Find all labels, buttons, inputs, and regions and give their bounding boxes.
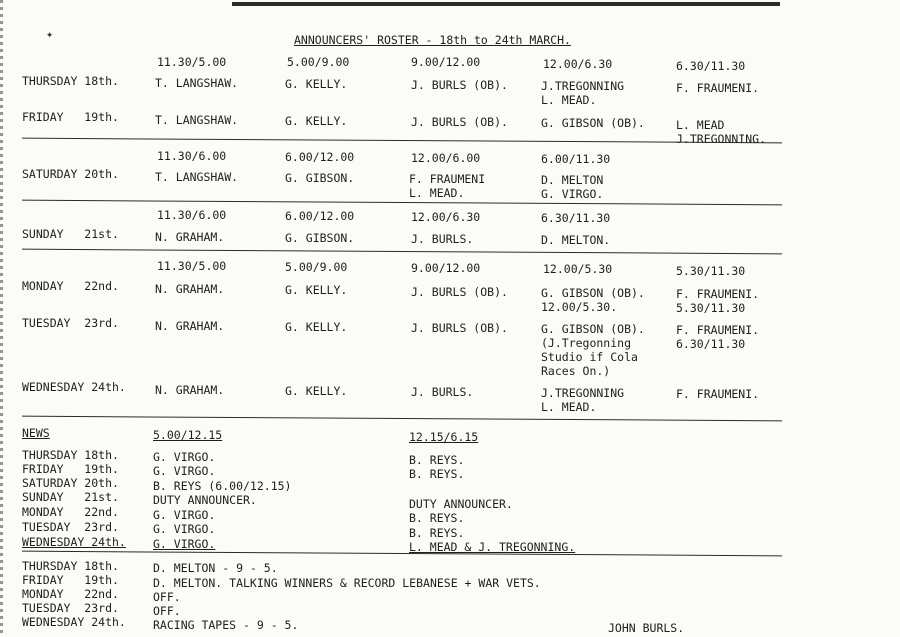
news-day: SATURDAY 20th. xyxy=(22,476,119,490)
roster-cell: N. GRAHAM. xyxy=(155,319,225,333)
news-cell: B. REYS. xyxy=(409,453,465,467)
news-cell: B. REYS (6.00/12.15) xyxy=(153,479,292,493)
news-cell: G. VIRGO. xyxy=(153,464,216,478)
news-day: FRIDAY 19th. xyxy=(22,462,119,476)
roster-cell: J.TREGONNING L. MEAD. xyxy=(541,386,625,414)
roster-cell: D. MELTON G. VIRGO. xyxy=(541,173,604,201)
extra-text: OFF. xyxy=(153,590,181,604)
day-label: TUESDAY 23rd. xyxy=(22,316,119,330)
extra-text: D. MELTON. TALKING WINNERS & RECORD LEBANESE + WAR VETS. xyxy=(153,576,541,590)
time-header: 6.00/11.30 xyxy=(541,152,611,166)
news-cell: G. VIRGO. xyxy=(153,508,216,522)
news-cell: G. VIRGO. xyxy=(153,450,216,464)
roster-cell: G. KELLY. xyxy=(285,77,348,91)
time-header: 5.30/11.30 xyxy=(676,264,746,278)
day-label: WEDNESDAY 24th. xyxy=(22,380,126,394)
news-day: WEDNESDAY 24th. xyxy=(22,535,126,549)
extra-day: WEDNESDAY 24th. xyxy=(22,615,126,629)
extra-day: FRIDAY 19th. xyxy=(22,573,119,587)
extra-text: OFF. xyxy=(153,604,181,618)
roster-cell: J. BURLS. xyxy=(411,385,474,399)
roster-cell: F. FRAUMENI. xyxy=(676,387,760,401)
news-cell: DUTY ANNOUNCER. xyxy=(153,493,257,507)
time-header: 6.30/11.30 xyxy=(541,211,611,225)
section-divider xyxy=(22,200,782,206)
time-header: 5.00/9.00 xyxy=(287,55,350,69)
roster-cell: G. KELLY. xyxy=(285,283,348,297)
roster-cell: G. GIBSON. xyxy=(285,231,355,245)
section-divider xyxy=(22,416,782,422)
roster-cell: J. BURLS. xyxy=(411,232,474,246)
time-header: 12.00/6.30 xyxy=(543,57,613,71)
roster-cell: G. KELLY. xyxy=(285,384,348,398)
time-header: 11.30/6.00 xyxy=(157,208,227,222)
extra-text: RACING TAPES - 9 - 5. xyxy=(153,618,299,632)
news-day: MONDAY 22nd. xyxy=(22,505,119,519)
time-header: 9.00/12.00 xyxy=(411,261,481,275)
roster-cell: J. BURLS (OB). xyxy=(411,321,508,335)
time-header: 12.00/6.30 xyxy=(411,210,481,224)
news-day: THURSDAY 18th. xyxy=(22,448,119,462)
day-label: SATURDAY 20th. xyxy=(22,167,119,181)
section-divider xyxy=(22,551,782,557)
extra-text: D. MELTON - 9 - 5. xyxy=(153,561,278,575)
roster-cell: T. LANGSHAW. xyxy=(155,113,239,127)
time-header: 9.00/12.00 xyxy=(411,55,481,69)
news-cell: B. REYS. xyxy=(409,526,465,540)
news-day: TUESDAY 23rd. xyxy=(22,520,119,534)
time-header: 6.00/12.00 xyxy=(285,209,355,223)
roster-cell: G. GIBSON (OB). xyxy=(541,116,645,130)
roster-cell: F. FRAUMENI. 5.30/11.30 xyxy=(676,287,760,315)
section-divider xyxy=(22,249,782,255)
roster-cell: J.TREGONNING L. MEAD. xyxy=(541,79,625,107)
roster-cell: J. BURLS (OB). xyxy=(411,115,508,129)
roster-cell: G. KELLY. xyxy=(285,320,348,334)
roster-cell: N. GRAHAM. xyxy=(155,230,225,244)
time-header: 12.00/5.30 xyxy=(543,262,613,276)
day-label: MONDAY 22nd. xyxy=(22,279,119,293)
time-header: 6.30/11.30 xyxy=(676,59,746,73)
time-header: 11.30/6.00 xyxy=(157,149,227,163)
extra-day: TUESDAY 23rd. xyxy=(22,601,119,615)
signature: JOHN BURLS. xyxy=(608,621,685,635)
extra-day: THURSDAY 18th. xyxy=(22,559,119,573)
news-cell: DUTY ANNOUNCER. xyxy=(409,497,513,511)
roster-cell: F. FRAUMENI L. MEAD. xyxy=(409,172,486,200)
news-cell: B. REYS. xyxy=(409,511,465,525)
roster-cell: G. KELLY. xyxy=(285,114,348,128)
roster-cell: F. FRAUMENI. xyxy=(676,81,760,95)
roster-cell: N. GRAHAM. xyxy=(155,383,225,397)
news-time-header: 12.15/6.15 xyxy=(409,430,479,444)
news-cell: B. REYS. xyxy=(409,467,465,481)
news-time-header: 5.00/12.15 xyxy=(153,428,223,442)
news-cell: L. MEAD & J. TREGONNING. xyxy=(409,540,576,554)
day-label: SUNDAY 21st. xyxy=(22,227,119,241)
roster-cell: D. MELTON. xyxy=(541,233,611,247)
roster-cell: T. LANGSHAW. xyxy=(155,76,239,90)
roster-cell: J. BURLS (OB). xyxy=(411,285,508,299)
time-header: 11.30/5.00 xyxy=(157,259,227,273)
extra-day: MONDAY 22nd. xyxy=(22,587,119,601)
left-edge-mark xyxy=(0,0,3,637)
time-header: 11.30/5.00 xyxy=(157,55,227,69)
roster-cell: J. BURLS (OB). xyxy=(411,78,508,92)
section-divider xyxy=(22,138,782,144)
time-header: 12.00/6.00 xyxy=(411,151,481,165)
news-cell: G. VIRGO. xyxy=(153,522,216,536)
roster-cell: F. FRAUMENI. 6.30/11.30 xyxy=(676,323,760,351)
news-day: SUNDAY 21st. xyxy=(22,490,119,504)
roster-cell: N. GRAHAM. xyxy=(155,282,225,296)
roster-cell: G. GIBSON (OB). (J.Tregonning Studio if Cola Races On.) xyxy=(541,322,645,378)
roster-cell: G. GIBSON (OB). 12.00/5.30. xyxy=(541,286,645,314)
top-edge-bar xyxy=(232,2,780,6)
news-cell: G. VIRGO. xyxy=(153,537,216,551)
roster-cell: G. GIBSON. xyxy=(285,171,355,185)
ink-mark: ✦ xyxy=(46,27,54,41)
day-label: THURSDAY 18th. xyxy=(22,74,119,88)
page-title: ANNOUNCERS' ROSTER - 18th to 24th MARCH. xyxy=(294,33,571,47)
day-label: FRIDAY 19th. xyxy=(22,110,119,124)
time-header: 6.00/12.00 xyxy=(285,150,355,164)
news-heading: NEWS xyxy=(22,426,50,440)
roster-cell: L. MEAD J.TREGONNING. xyxy=(676,118,767,146)
roster-cell: T. LANGSHAW. xyxy=(155,170,239,184)
time-header: 5.00/9.00 xyxy=(285,260,348,274)
